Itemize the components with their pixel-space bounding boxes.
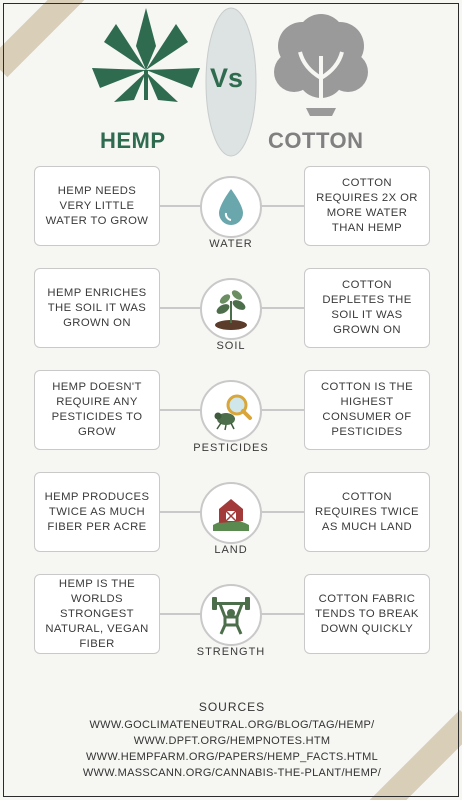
comparison-row-land — [0, 472, 462, 556]
source-link[interactable]: WWW.HEMPFARM.ORG/PAPERS/HEMP_FACTS.HTML — [85, 751, 379, 763]
cotton-fact-box: COTTON REQUIRES TWICE AS MUCH LAND — [304, 472, 430, 552]
category-label: WATER — [209, 238, 253, 250]
category-label: PESTICIDES — [193, 442, 269, 454]
hemp-fact-box: HEMP ENRICHES THE SOIL IT WAS GROWN ON — [34, 268, 160, 348]
comparison-row-pesticides — [0, 370, 462, 454]
cotton-boll-icon — [266, 8, 376, 120]
source-link[interactable]: WWW.MASSCANN.ORG/CANNABIS-THE-PLANT/HEMP/ — [82, 767, 382, 779]
comparison-row-strength — [0, 574, 462, 658]
hemp-leaf-icon — [86, 6, 206, 124]
category-label: SOIL — [216, 340, 246, 352]
hemp-title: HEMP — [100, 128, 166, 153]
category-label: STRENGTH — [196, 646, 266, 658]
cotton-title: COTTON — [268, 128, 364, 153]
source-link[interactable]: WWW.DPFT.ORG/HEMPNOTES.HTM — [133, 735, 331, 747]
category-label: LAND — [214, 544, 248, 556]
sources-title: SOURCES — [198, 700, 266, 714]
seedling-icon — [200, 278, 262, 340]
hemp-fact-box: HEMP NEEDS VERY LITTLE WATER TO GROW — [34, 166, 160, 246]
cotton-fact-box: COTTON REQUIRES 2X OR MORE WATER THAN HEMP — [304, 166, 430, 246]
cotton-fact-box: COTTON IS THE HIGHEST CONSUMER OF PESTICIDES — [304, 370, 430, 450]
vs-label: Vs — [210, 63, 244, 93]
bug-magnifier-icon — [200, 380, 262, 442]
hemp-fact-box: HEMP DOESN'T REQUIRE ANY PESTICIDES TO GROW — [34, 370, 160, 450]
comparison-row-water — [0, 166, 462, 250]
water-drop-icon — [200, 176, 262, 238]
weightlifter-icon — [200, 584, 262, 646]
comparison-row-soil — [0, 268, 462, 352]
sources-section — [34, 700, 430, 781]
source-link[interactable]: WWW.GOCLIMATENEUTRAL.ORG/BLOG/TAG/HEMP/ — [89, 719, 375, 731]
hemp-fact-box: HEMP PRODUCES TWICE AS MUCH FIBER PER ACRE — [34, 472, 160, 552]
hemp-fact-box: HEMP IS THE WORLDS STRONGEST NATURAL, VEGAN FIBER — [34, 574, 160, 654]
cotton-fact-box: COTTON DEPLETES THE SOIL IT WAS GROWN ON — [304, 268, 430, 348]
cotton-fact-box: COTTON FABRIC TENDS TO BREAK DOWN QUICKLY — [304, 574, 430, 654]
barn-icon — [200, 482, 262, 544]
